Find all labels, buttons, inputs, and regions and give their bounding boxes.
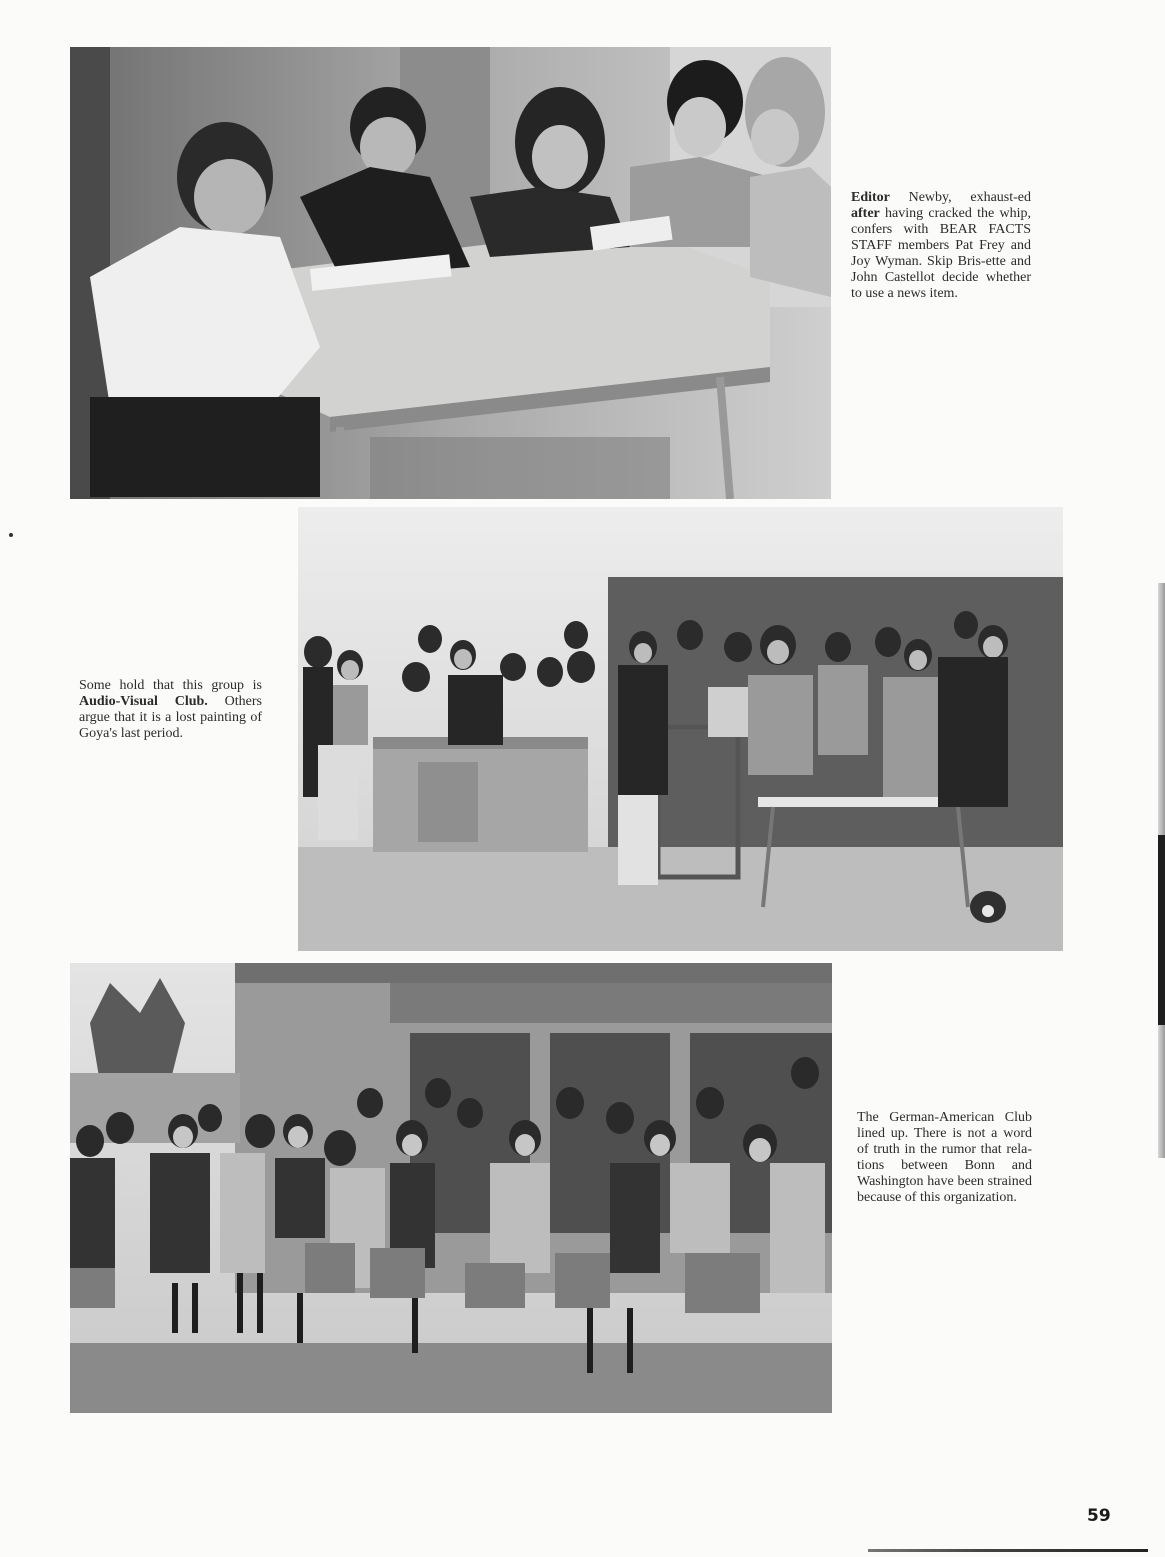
audio-visual-club-caption	[79, 678, 262, 742]
caption-text-a: exhaust-ed	[951, 190, 1031, 205]
audio-visual-club-image	[298, 507, 1063, 951]
page-bottom-rule	[868, 1549, 1148, 1552]
caption-av-bold-club: Audio-Visual Club.	[79, 694, 208, 709]
newspaper-staff-caption-text	[851, 190, 1031, 302]
caption-av-text-b: Others argue that it is a lost painting of Goya's last period.	[79, 694, 262, 741]
scan-edge-dark-segment	[1158, 835, 1165, 1025]
caption-av-text-a: Some hold that this group is	[79, 678, 262, 693]
german-american-club-photo	[70, 963, 832, 1413]
german-american-club-caption-text: The German-American Club lined up. There is not a word of truth in the rumor that rela-tions between Bonn and Washington have been strained because of this organization.	[857, 1110, 1032, 1205]
german-american-club-caption	[857, 1110, 1032, 1206]
scan-edge-bar	[1158, 583, 1165, 1158]
caption-text-b: cracked the whip, confers with BEAR FACTS STAFF members Pat Frey and Joy Wyman. Skip Bris-ette and John Castellot decide whether to use a news item.	[851, 206, 1031, 301]
margin-dot	[9, 533, 13, 537]
audio-visual-club-caption-text	[79, 678, 262, 742]
audio-visual-club-photo	[298, 507, 1063, 951]
caption-bold-editor: Editor	[851, 190, 890, 205]
newspaper-staff-caption	[851, 190, 1031, 302]
german-american-club-image	[70, 963, 832, 1413]
caption-name-newby: Newby,	[908, 190, 952, 205]
newspaper-staff-image	[70, 47, 831, 499]
page-number: 59	[1087, 1506, 1111, 1526]
caption-bold-after: after	[851, 206, 880, 221]
caption-having: having	[885, 206, 924, 221]
newspaper-staff-photo	[70, 47, 831, 499]
